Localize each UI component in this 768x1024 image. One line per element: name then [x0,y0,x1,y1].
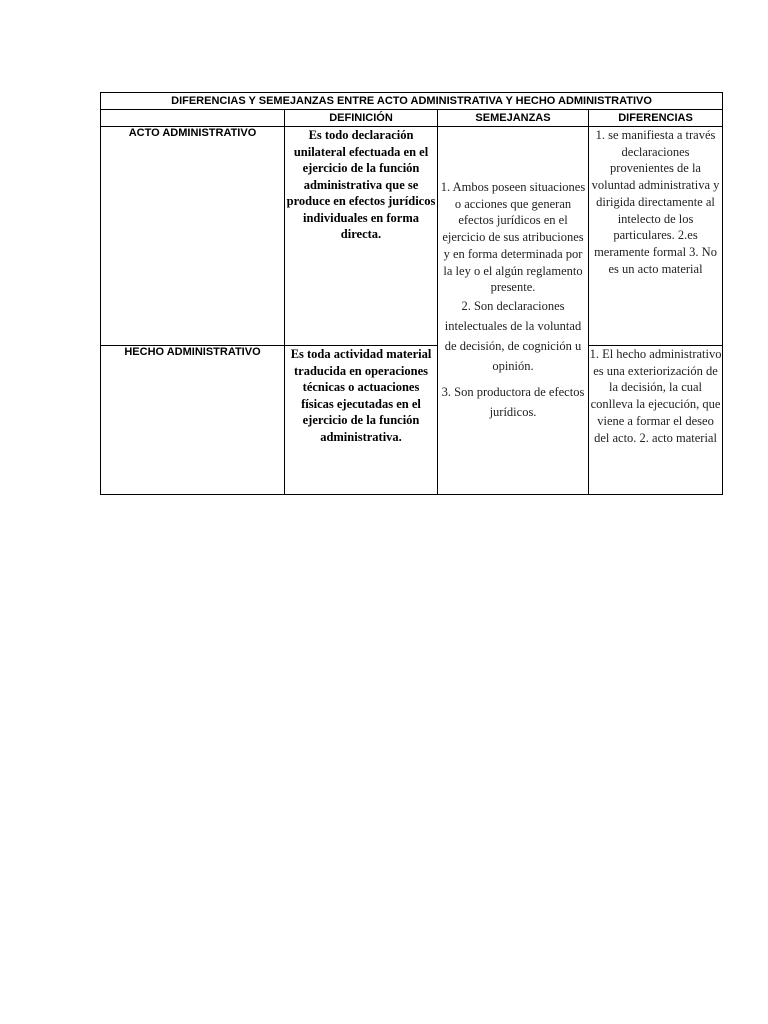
diferencias-acto: 1. se manifiesta a través declaraciones provenientes de la voluntad administrativa y dirigida directamente al intelecto de los particulares. 2.es meramente formal 3. No es un acto material [589,127,723,346]
header-semejanzas: SEMEJANZAS [438,110,589,127]
table-row [101,346,723,495]
header-empty [101,110,285,127]
definicion-acto: Es todo declaración unilateral efectuada en el ejercicio de la función administrativa que se produce en efectos jurídicos individuales en forma directa. [285,127,438,346]
header-diferencias: DIFERENCIAS [589,110,723,127]
header-definicion: DEFINICIÓN [285,110,438,127]
row-label-acto: ACTO ADMINISTRATIVO [101,127,285,346]
semejanzas-cell [438,127,589,495]
row-label-hecho: HECHO ADMINISTRATIVO [101,346,285,495]
definicion-hecho: Es toda actividad material traducida en operaciones técnicas o actuaciones físicas ejecutadas en el ejercicio de la función administrativa. [285,346,438,495]
semejanza-1: 1. Ambos poseen situaciones o acciones que generan efectos jurídicos en el ejercicio de sus atribuciones y en forma determinada por la ley o el algún reglamento presente. [440,180,586,295]
semejanza-3: 3. Son productora de efectos jurídicos. [441,384,585,419]
diferencias-hecho: 1. El hecho administrativo es una exteriorización de la decisión, la cual conlleva la ejecución, que viene a formar el deseo del acto. 2. acto material [589,346,723,495]
comparison-table [100,92,723,495]
table-title: DIFERENCIAS Y SEMEJANZAS ENTRE ACTO ADMINISTRATIVA Y HECHO ADMINISTRATIVO [101,93,723,110]
semejanza-2: 2. Son declaraciones intelectuales de la voluntad de decisión, de cognición u opinión. [444,298,582,373]
table-row [101,127,723,346]
